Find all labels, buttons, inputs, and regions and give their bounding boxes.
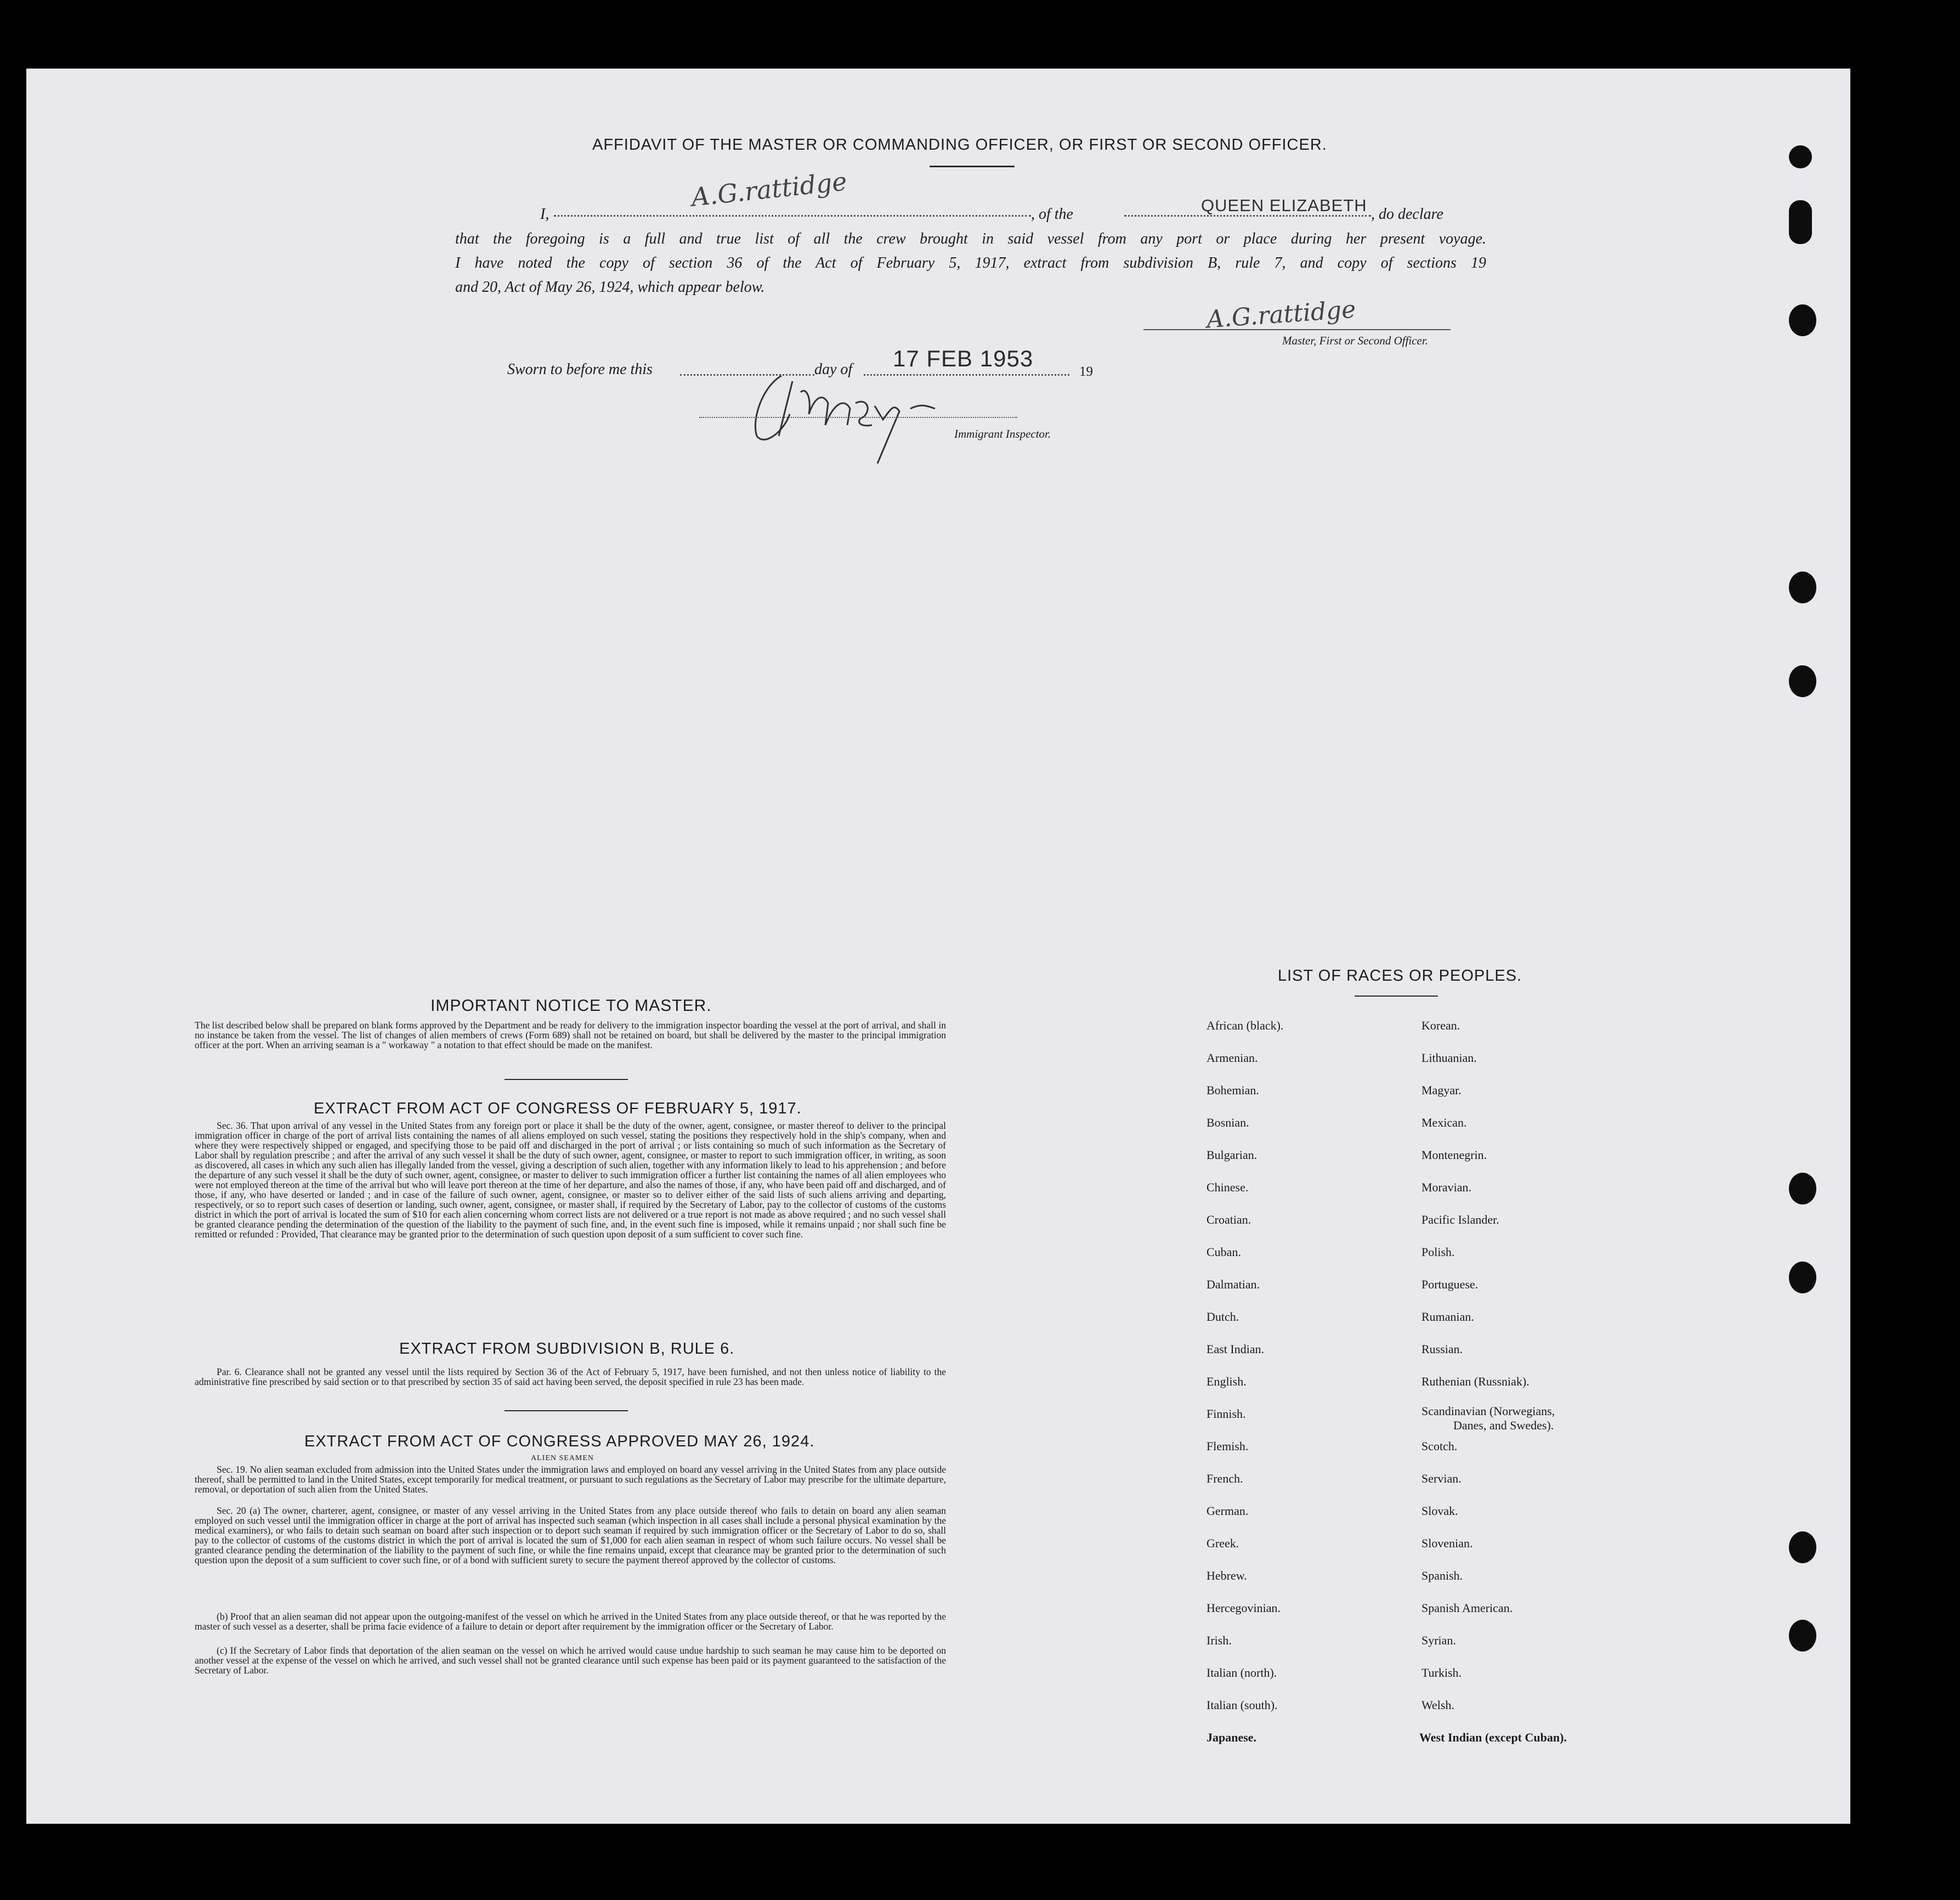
extract-1924-sec20b: (b) Proof that an alien seaman did not appear upon the outgoing-manifest of the vessel on which he arrived in the United States from any place outside thereof, or that he was reported by the master of such vessel as a deserter, shall be prima facie evidence of a failure to detain or deport after requirement by the immigration officer or the Secretary of Labor. [195, 1611, 946, 1632]
binder-hole [1789, 1531, 1816, 1563]
race-item: Spanish American. [1421, 1601, 1513, 1615]
race-item: Hebrew. [1206, 1569, 1247, 1582]
notice-title: IMPORTANT NOTICE TO MASTER. [430, 997, 712, 1015]
binder-hole [1789, 665, 1816, 697]
race-item: Dutch. [1206, 1310, 1239, 1324]
race-item: Moravian. [1421, 1180, 1472, 1194]
race-item: French. [1206, 1472, 1243, 1485]
binder-hole [1789, 572, 1816, 603]
subdivision-body: Par. 6. Clearance shall not be granted any vessel until the lists required by Section 36 of the Act of February 5, 1917, have been furnished, and not then unless notice of liability to the administrative fine prescribed by said section or to that prescribed by section 35 of said act having been served, the deposit specified in rule 23 has been made. [195, 1366, 946, 1387]
binder-hole [1789, 1620, 1816, 1652]
extract-1917-title: EXTRACT FROM ACT OF CONGRESS OF FEBRUARY 5, 1917. [314, 1100, 802, 1117]
races-title: LIST OF RACES OR PEOPLES. [1278, 967, 1522, 985]
binder-hole [1789, 200, 1812, 244]
race-item: Dalmatian. [1206, 1277, 1260, 1291]
race-item-continuation: Danes, and Swedes). [1453, 1418, 1554, 1432]
sworn-text: Sworn to before me this [507, 361, 653, 378]
race-item: Croatian. [1206, 1213, 1251, 1226]
race-item: Italian (south). [1206, 1698, 1278, 1712]
race-item: Turkish. [1421, 1666, 1462, 1680]
race-item: Cuban. [1206, 1245, 1241, 1259]
race-item: East Indian. [1206, 1342, 1265, 1356]
subdivision-title: EXTRACT FROM SUBDIVISION B, RULE 6. [399, 1340, 735, 1358]
affidavit-line-4: and 20, Act of May 26, 1924, which appear below. [455, 279, 765, 296]
race-item: Montenegrin. [1421, 1148, 1487, 1162]
extract-1924-sec19: Sec. 19. No alien seaman excluded from admission into the United States under the immigration laws and employed on board any vessel arriving in the United States from any place outside thereof, shall be permitted to land in the United States, except temporarily for medical treatment, or pursuant to such regulations as the Secretary of Labor may prescribe for the ultimate departure, removal, or deportation of such alien from the United States. [195, 1464, 946, 1495]
race-item: Armenian. [1206, 1051, 1258, 1065]
title-underline [930, 166, 1015, 167]
affidavit-title: AFFIDAVIT OF THE MASTER OR COMMANDING OFFICER, OR FIRST OR SECOND OFFICER. [592, 136, 1327, 154]
inspector-signature-line [699, 417, 1017, 418]
vessel-name: QUEEN ELIZABETH [1201, 196, 1367, 215]
race-item: West Indian (except Cuban). [1419, 1731, 1567, 1744]
date-stamp: 17 FEB 1953 [893, 346, 1034, 371]
race-item: German. [1206, 1504, 1249, 1518]
race-item: Korean. [1421, 1019, 1460, 1032]
race-item: Lithuanian. [1421, 1051, 1477, 1065]
signer-blank [554, 215, 1031, 217]
year-prefix: 19 [1079, 364, 1093, 379]
master-caption: Master, First or Second Officer. [1282, 334, 1428, 347]
race-item: Welsh. [1421, 1698, 1454, 1712]
race-item: Syrian. [1421, 1633, 1456, 1647]
race-item: Magyar. [1421, 1083, 1461, 1097]
race-item: Portuguese. [1421, 1277, 1479, 1291]
race-item: Mexican. [1421, 1116, 1467, 1129]
race-item: Servian. [1421, 1472, 1461, 1485]
inspector-caption: Immigrant Inspector. [954, 427, 1051, 440]
extract-1924-title: EXTRACT FROM ACT OF CONGRESS APPROVED MAY 26, 1924. [304, 1433, 815, 1450]
extract-1924-sec20a: Sec. 20 (a) The owner, charterer, agent, consignee, or master of any vessel arriving in the United States from any place outside thereof who fails to detain on board any alien seaman employed on such vessel until the immigration officer in charge at the port of arrival has inspected such seaman (which inspection in all cases shall include a personal physical examination by the medical examiners), or who fails to detain such seaman on board after such inspection or to deport such seaman if required by such immigration officer or the Secretary of Labor to do so, shall pay to the collector of customs of the customs district in which the port of arrival is located the sum of $1,000 for each alien seaman in respect of whom such failure occurs. No vessel shall be granted clearance pending the determination of the liability to the payment of such fine, or while the fine remains unpaid, except that clearance may be granted prior to the determination of such question upon the deposit of a sum sufficient to cover such fine, or of a bond with sufficient surety to secure the payment thereof approved by the collector of customs. [195, 1505, 946, 1565]
race-item: Japanese. [1206, 1731, 1257, 1744]
alien-seamen-subtitle: ALIEN SEAMEN [531, 1454, 594, 1462]
race-item: Slovak. [1421, 1504, 1458, 1518]
race-item: Flemish. [1206, 1439, 1249, 1453]
binder-hole [1789, 145, 1812, 168]
race-item: Scotch. [1421, 1439, 1458, 1453]
notice-body: The list described below shall be prepared on blank forms approved by the Department and be ready for delivery to the immigration inspector boarding the vessel at the port of arrival, and shall in no instance be taken from the vessel. The list of changes of alien members of crews (Form 689) shall not be retained on board, but shall be delivered by the master to the principal immigration officer at the port. When an arriving seaman is a " workaway " a notation to that effect should be made on the manifest. [195, 1020, 946, 1050]
race-item: Italian (north). [1206, 1666, 1277, 1680]
binder-hole [1789, 1173, 1816, 1205]
races-underline [1355, 996, 1438, 997]
affidavit-line-2: that the foregoing is a full and true list of all the crew brought in said vessel from any port or place during her present voyage. [455, 230, 1486, 247]
race-item: Bohemian. [1206, 1083, 1259, 1097]
race-item: English. [1206, 1375, 1247, 1388]
race-item: Hercegovinian. [1206, 1601, 1281, 1615]
binder-hole [1789, 304, 1816, 336]
race-item: Irish. [1206, 1633, 1232, 1647]
race-item: Greek. [1206, 1536, 1239, 1550]
race-item: Bosnian. [1206, 1116, 1249, 1129]
affidavit-i: I, [540, 206, 550, 223]
master-signature-line [1143, 329, 1451, 330]
subdivision-divider [505, 1410, 628, 1411]
do-declare-text: , do declare [1371, 206, 1443, 223]
race-item: Slovenian. [1421, 1536, 1473, 1550]
master-signature: A.G.rattidge [1205, 295, 1357, 334]
day-of-text: day of [814, 361, 853, 378]
race-item: Pacific Islander. [1421, 1213, 1499, 1226]
race-item: Chinese. [1206, 1180, 1249, 1194]
of-the-text: , of the [1031, 206, 1073, 223]
race-item: Scandinavian (Norwegians, [1421, 1404, 1555, 1418]
extract-1924-sec20c: (c) If the Secretary of Labor finds that deportation of the alien seaman on the vessel on which he arrived would cause undue hardship to such seaman he may cause him to be deported on another vessel at the expense of the vessel on which he arrived, and such vessel shall not be granted clearance until such expense has been paid or its payment guaranteed to the satisfaction of the Secretary of Labor. [195, 1645, 946, 1676]
race-item: African (black). [1206, 1019, 1284, 1032]
binder-hole [1789, 1262, 1816, 1293]
race-item: Rumanian. [1421, 1310, 1474, 1324]
race-item: Polish. [1421, 1245, 1455, 1259]
signer-signature: A.G.rattidge [689, 166, 848, 212]
notice-divider [505, 1079, 628, 1080]
race-item: Spanish. [1421, 1569, 1463, 1582]
affidavit-line-3: I have noted the copy of section 36 of the Act of February 5, 1917, extract from subdivision B, rule 7, and copy of sections 19 [455, 255, 1486, 272]
extract-1917-body: Sec. 36. That upon arrival of any vessel in the United States from any foreign port or place it shall be the duty of the owner, agent, consignee, or master thereof to deliver to the principal immigration officer in charge of the port of arrival lists containing the names of all aliens employed on such vessel, stating the positions they respectively hold in the ship's company, when and where they were respectively shipped or engaged, and specifying those to be paid off and discharged in the port of arrival ; or lists containing so much of such information as the Secretary of Labor shall by regulation prescribe ; and after the arrival of any such vessel it shall be the duty of such owner, agent, consignee, or master to report to such immigration officer, in writing, as soon as discovered, all cases in which any such alien has illegally landed from the vessel, giving a description of such alien, together with any information likely to lead to his apprehension ; and before the departure of any such vessel it shall be the duty of such owner, agent, consignee, or master to deliver to such immigration officer a further list containing the names of all alien employees who were not employed thereon at the time of the arrival but who will leave port thereon at the time of her departure, and also the names of those, if any, who have been paid off and discharged, and of those, if any, who have deserted or landed ; and in case of the failure of such owner, agent, consignee, or master so to deliver either of the said lists of such aliens arriving and departing, respectively, or so to report such cases of desertion or landing, such owner, agent, consignee, or master shall, if required by the Secretary of Labor, pay to the collector of customs of the customs district in which the port of arrival is located the sum of $10 for each alien concerning whom correct lists are not delivered or a true report is not made as above required ; and no such vessel shall be granted clearance pending the determination of the question of the liability to the payment of such fine, and, in the event such fine is imposed, while it remains unpaid ; nor shall such fine be remitted or refunded : Provided, That clearance may be granted prior to the determination of such question upon deposit of a sum sufficient to cover such fine. [195, 1120, 946, 1240]
race-item: Finnish. [1206, 1407, 1246, 1421]
race-item: Ruthenian (Russniak). [1421, 1375, 1530, 1388]
race-item: Russian. [1421, 1342, 1463, 1356]
race-item: Bulgarian. [1206, 1148, 1257, 1162]
